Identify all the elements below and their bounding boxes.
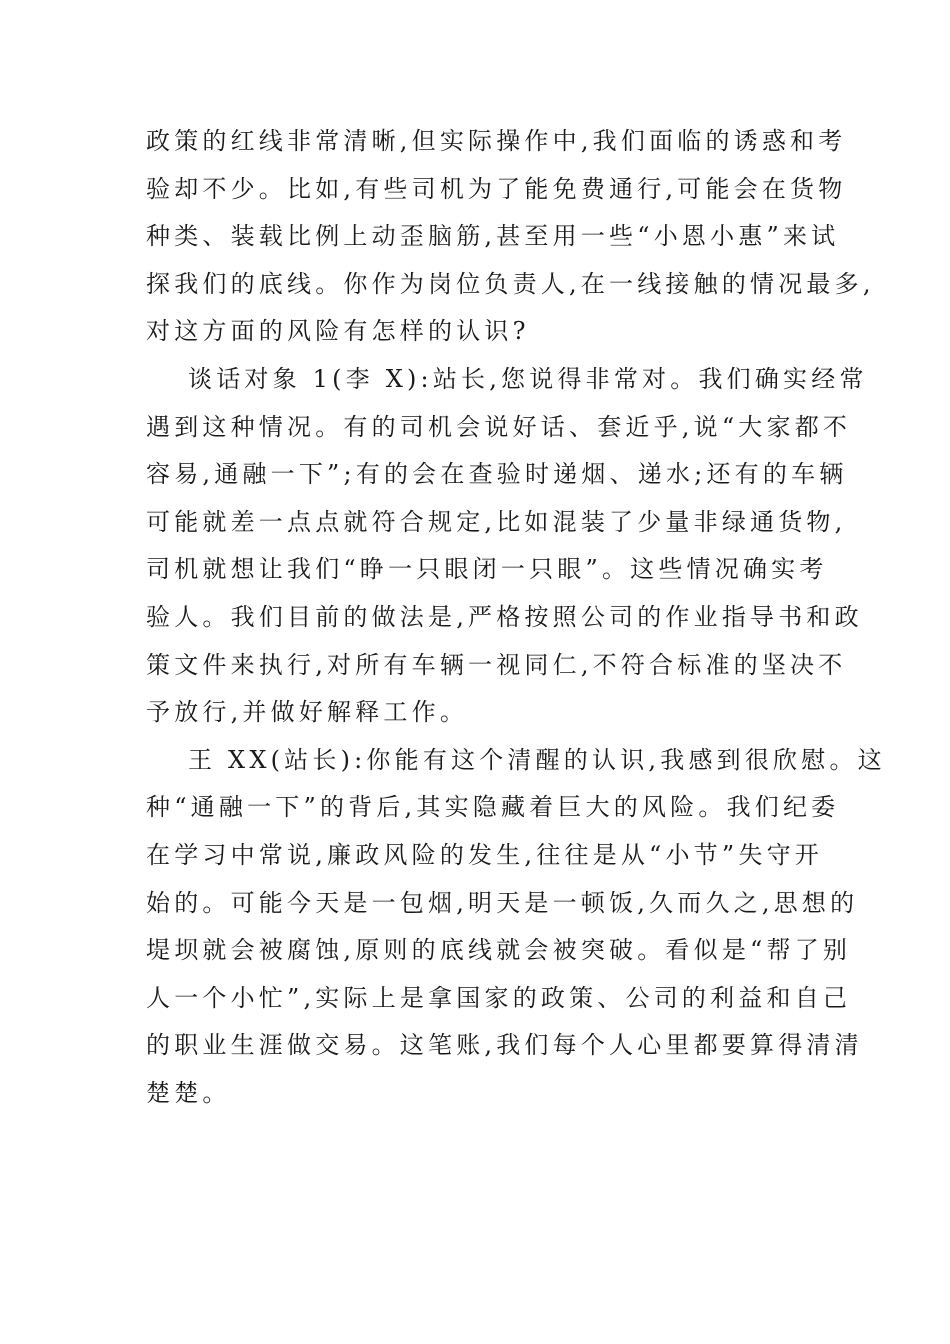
- paragraph-interviewee-response: [146, 359, 868, 740]
- text-line: 容易,通融一下”;有的会在查验时递烟、递水;还有的车辆: [146, 460, 848, 489]
- text-line: 的职业生涯做交易。这笔账,我们每个人心里都要算得清清: [146, 1031, 863, 1060]
- text-line: 探我们的底线。你作为岗位负责人,在一线接触的情况最多,: [146, 269, 875, 298]
- text-line: 始的。可能今天是一包烟,明天是一顿饭,久而久之,思想的: [146, 888, 859, 917]
- text-line: 种“通融一下”的背后,其实隐藏着巨大的风险。我们纪委: [146, 793, 840, 822]
- text-line-first-indented: 谈话对象 1(李 X):站长,您说得非常对。我们确实经常: [188, 364, 868, 393]
- text-line: 在学习中常说,廉政风险的发生,往往是从“小节”失守开: [146, 840, 823, 869]
- paragraph-question-continuation: [146, 121, 875, 359]
- text-line: 可能就差一点点就符合规定,比如混装了少量非绿通货物,: [146, 507, 847, 536]
- text-line: 堤坝就会被腐蚀,原则的底线就会被突破。看似是“帮了别: [146, 936, 852, 965]
- text-line: 种类、装载比例上动歪脑筋,甚至用一些“小恩小惠”来试: [146, 222, 840, 251]
- text-line: 人一个小忙”,实际上是拿国家的政策、公司的利益和自己: [146, 983, 852, 1012]
- text-line: 验却不少。比如,有些司机为了能免费通行,可能会在货物: [146, 174, 847, 203]
- text-line: 司机就想让我们“睁一只眼闭一只眼”。这些情况确实考: [146, 555, 828, 584]
- text-line: 遇到这种情况。有的司机会说好话、套近乎,说“大家都不: [146, 412, 852, 441]
- text-line: 验人。我们目前的做法是,严格按照公司的作业指导书和政: [146, 602, 863, 631]
- text-line-first-indented: 王 XX(站长):你能有这个清醒的认识,我感到很欣慰。这: [188, 745, 886, 774]
- text-line: 楚楚。: [146, 1078, 231, 1107]
- text-line: 策文件来执行,对所有车辆一视同仁,不符合标准的坚决不: [146, 650, 847, 679]
- text-line: 政策的红线非常清晰,但实际操作中,我们面临的诱惑和考: [146, 127, 847, 155]
- text-line: 对这方面的风险有怎样的认识?: [146, 317, 530, 346]
- text-line: 予放行,并做好解释工作。: [146, 698, 469, 727]
- document-body: [146, 121, 886, 1120]
- paragraph-station-chief-response: [146, 740, 886, 1121]
